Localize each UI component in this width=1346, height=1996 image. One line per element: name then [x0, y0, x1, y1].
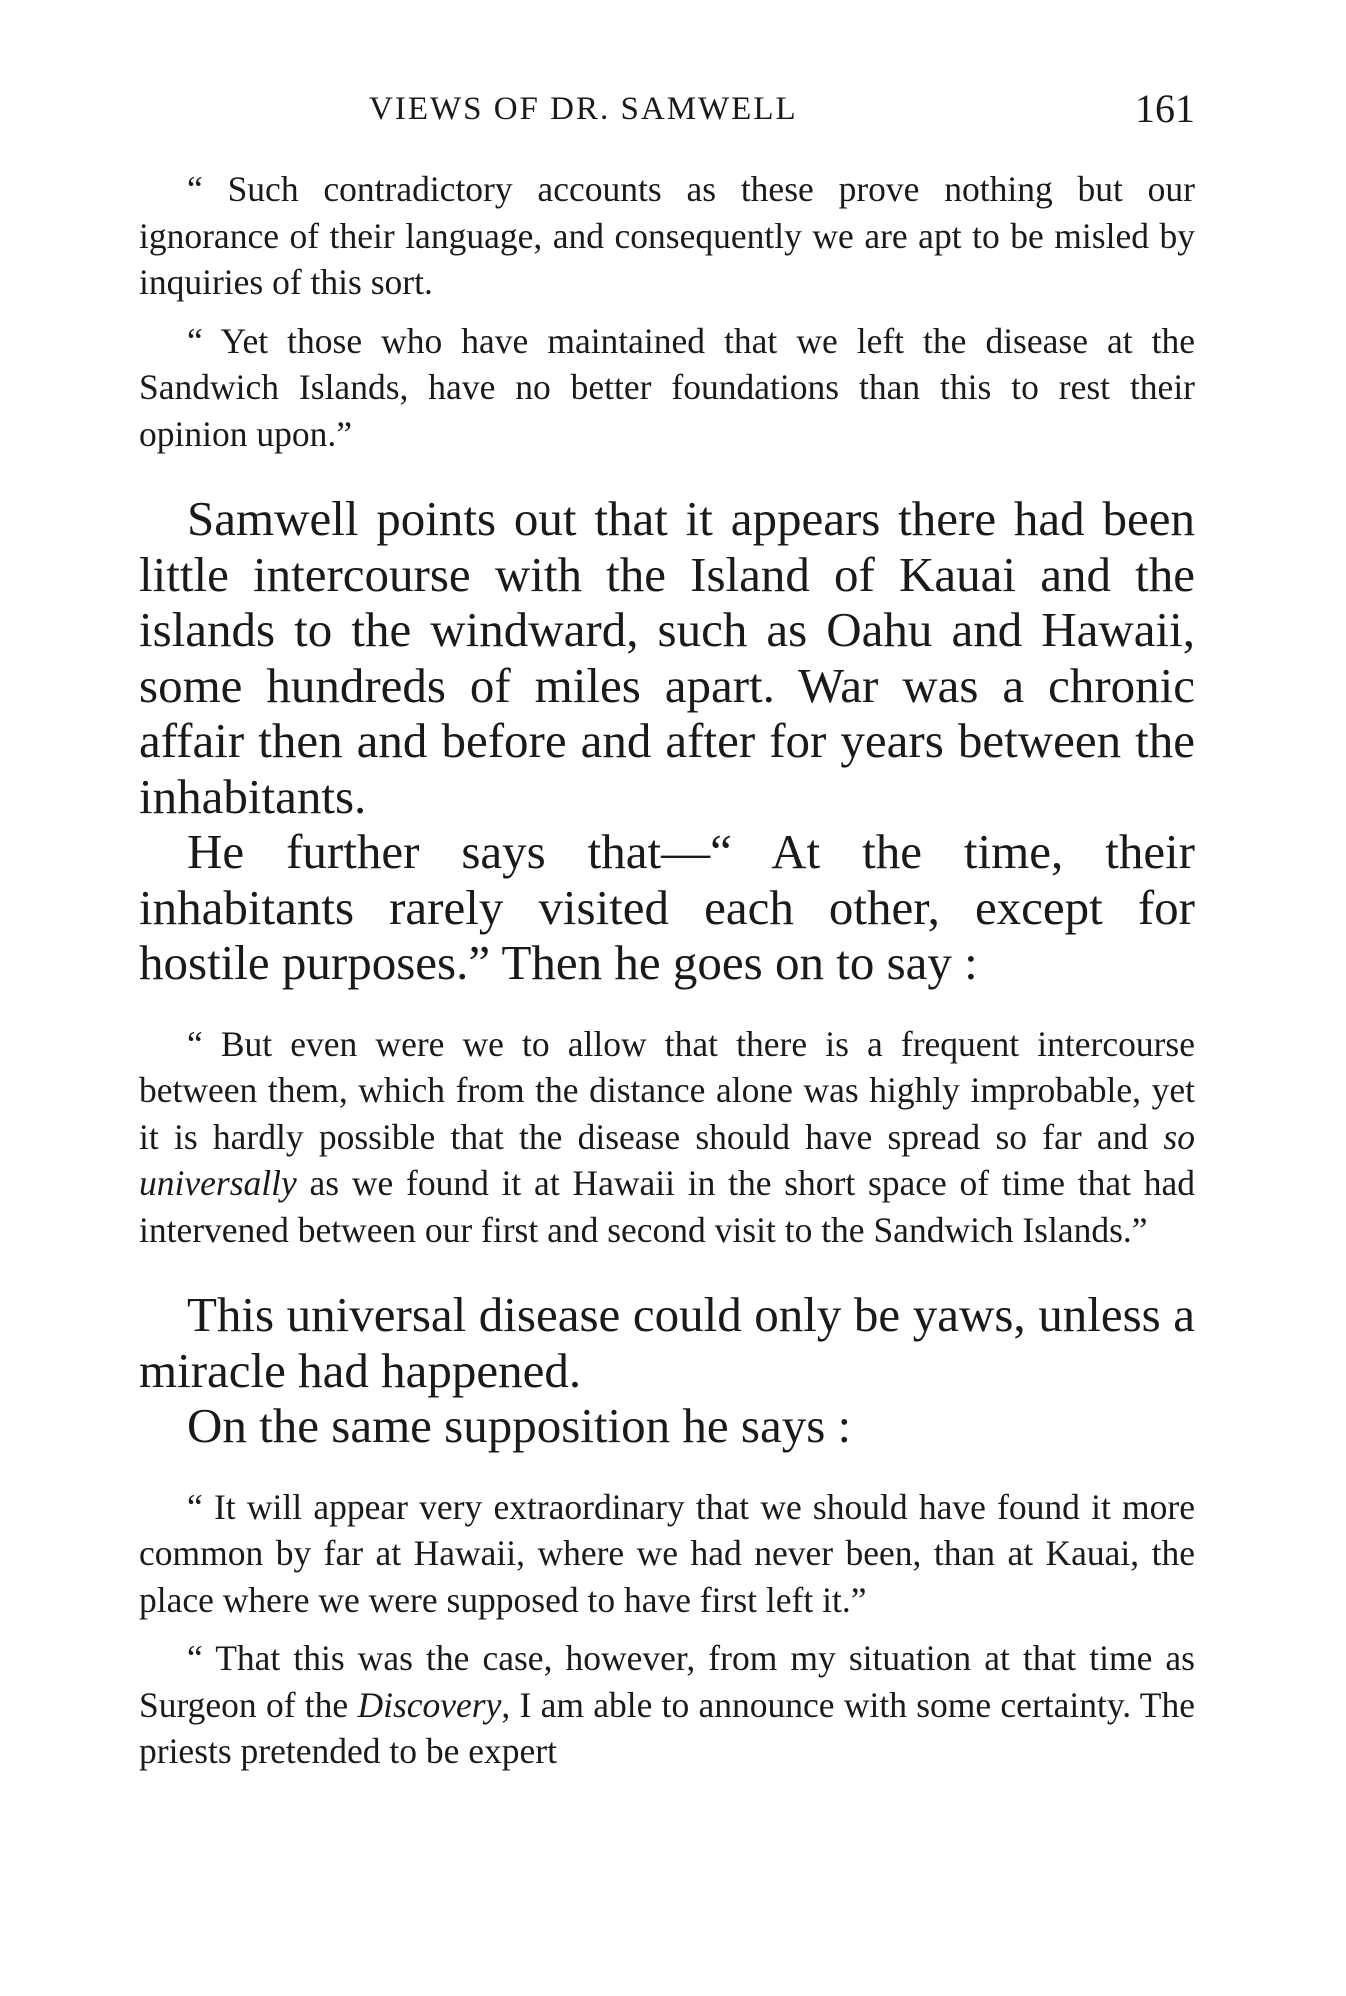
quote-paragraph-sandwich-islands: “ Yet those who have maintained that we left the disease at the Sandwich Islands, have no better foundations than this to rest their opinion upon.” — [139, 320, 1195, 454]
emphasis-so-universally: so universally — [139, 1116, 1195, 1203]
quote-paragraph-extraordinary: “ It will appear very extraordinary that we should have found it more common by far at Hawaii, where we had never been, than at Kauai, the place where we were supposed to have first left it.” — [139, 1486, 1195, 1620]
running-title: VIEWS OF DR. SAMWELL — [369, 91, 798, 127]
paragraph-samwell-intercourse: Samwell points out that it appears there had been little intercourse with the Island of Kauai and the islands to the windward, such as Oahu and Hawaii, some hundreds of miles apart. War was a chronic affair then and before and after for years between the inhabitants. — [139, 491, 1195, 824]
emphasis-discovery: Discovery — [357, 1684, 502, 1725]
quote-paragraph-frequent-intercourse: “ But even were we to allow that there is a frequent intercourse between them, which from the distance alone was highly improbable, yet it is hardly possible that the disease should have spread so far and so universally as we found it at Hawaii in the short space of time that had intervened between our first and second visit to the Sandwich Islands.” — [139, 1023, 1195, 1250]
page-number: 161 — [1135, 86, 1195, 131]
paragraph-universal-disease: This universal disease could only be yaws, unless a miracle had happened. — [139, 1287, 1195, 1398]
quote-paragraph-contradictory-accounts: “ Such contradictory accounts as these prove nothing but our ignorance of their language, and consequently we are apt to be misled by inquiries of this sort. — [139, 169, 1195, 302]
paragraph-same-supposition: On the same supposition he says : — [187, 1398, 852, 1453]
paragraph-further-says: He further says that—“ At the time, their inhabitants rarely visited each other, except for hostile purposes.” Then he goes on to say : — [139, 824, 1195, 990]
running-head — [139, 84, 1195, 134]
body-text — [139, 166, 1195, 1775]
quote-paragraph-surgeon-discovery: “ That this was the case, however, from my situation at that time as Surgeon of the Discovery, I am able to announce with some certainty. The priests pretended to be expert — [139, 1638, 1195, 1771]
